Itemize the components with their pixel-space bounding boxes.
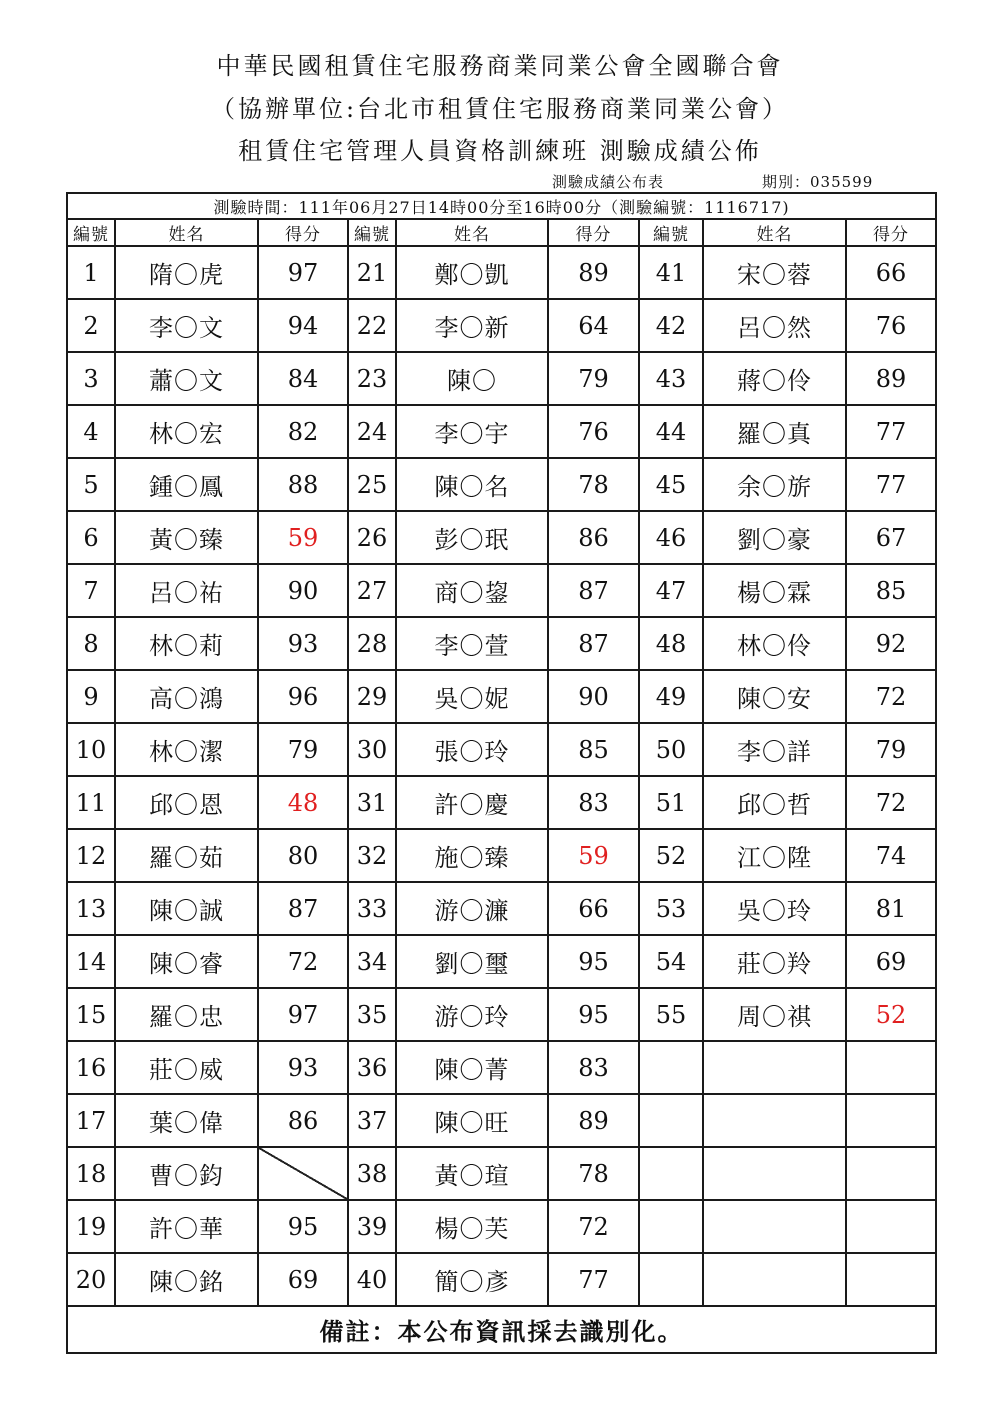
student-number-cell: 55 [639,988,703,1041]
student-number-cell: 30 [348,723,396,776]
student-number-cell: 15 [67,988,115,1041]
empty-cell [639,1253,703,1306]
student-score-cell: 77 [846,405,936,458]
student-number-cell: 43 [639,352,703,405]
student-name-cell: 陳〇安 [703,670,846,723]
student-score-cell: 81 [846,882,936,935]
student-name-cell: 楊〇芙 [396,1200,548,1253]
student-name-cell: 黃〇臻 [115,511,258,564]
student-score-cell: 72 [548,1200,639,1253]
table-label: 測驗成績公布表 [552,173,665,191]
header-no: 編號 [639,219,703,246]
student-number-cell: 4 [67,405,115,458]
student-score-cell: 59 [258,511,348,564]
student-number-cell: 6 [67,511,115,564]
student-name-cell: 周〇祺 [703,988,846,1041]
student-number-cell: 27 [348,564,396,617]
table-row [67,723,936,776]
student-name-cell: 劉〇璽 [396,935,548,988]
student-name-cell: 曹〇鈞 [115,1147,258,1200]
table-row [67,246,936,299]
student-number-cell: 11 [67,776,115,829]
student-name-cell: 李〇新 [396,299,548,352]
student-name-cell: 羅〇茹 [115,829,258,882]
exam-info: 測驗時間：111年06月27日14時00分至16時00分（測驗編號：1116717) [67,193,936,219]
student-number-cell: 28 [348,617,396,670]
student-score-cell: 97 [258,246,348,299]
student-score-cell: 83 [548,1041,639,1094]
student-name-cell: 吳〇玲 [703,882,846,935]
student-score-cell: 90 [548,670,639,723]
student-name-cell: 李〇詳 [703,723,846,776]
student-score-cell: 85 [548,723,639,776]
table-row [67,511,936,564]
student-number-cell: 40 [348,1253,396,1306]
student-number-cell: 26 [348,511,396,564]
table-row [67,1041,936,1094]
student-score-cell: 72 [846,670,936,723]
empty-cell [703,1147,846,1200]
student-score-cell: 78 [548,458,639,511]
student-number-cell: 35 [348,988,396,1041]
empty-cell [639,1041,703,1094]
student-score-cell: 84 [258,352,348,405]
student-name-cell: 游〇玲 [396,988,548,1041]
student-score-cell: 96 [258,670,348,723]
table-row [67,935,936,988]
student-score-cell: 87 [258,882,348,935]
student-number-cell: 54 [639,935,703,988]
table-row [67,1147,936,1200]
student-name-cell: 鄭〇凱 [396,246,548,299]
student-name-cell: 李〇文 [115,299,258,352]
student-score-cell: 89 [548,1094,639,1147]
student-number-cell: 36 [348,1041,396,1094]
empty-cell [639,1147,703,1200]
student-number-cell: 8 [67,617,115,670]
table-row [67,988,936,1041]
student-score-cell: 95 [548,988,639,1041]
empty-cell [846,1041,936,1094]
student-name-cell: 施〇臻 [396,829,548,882]
student-score-cell: 88 [258,458,348,511]
student-number-cell: 24 [348,405,396,458]
student-score-cell: 82 [258,405,348,458]
student-number-cell: 48 [639,617,703,670]
student-number-cell: 14 [67,935,115,988]
student-score-cell: 69 [258,1253,348,1306]
student-number-cell: 7 [67,564,115,617]
student-score-cell: 76 [846,299,936,352]
student-name-cell: 陳〇誠 [115,882,258,935]
student-score-cell: 52 [846,988,936,1041]
student-number-cell: 34 [348,935,396,988]
empty-cell [703,1200,846,1253]
student-number-cell: 20 [67,1253,115,1306]
student-number-cell: 47 [639,564,703,617]
student-name-cell: 隋〇虎 [115,246,258,299]
table-row [67,1253,936,1306]
empty-cell [703,1094,846,1147]
empty-cell [846,1094,936,1147]
table-row [67,829,936,882]
student-number-cell: 2 [67,299,115,352]
student-name-cell: 楊〇霖 [703,564,846,617]
student-number-cell: 18 [67,1147,115,1200]
student-number-cell: 10 [67,723,115,776]
student-name-cell: 鍾〇鳳 [115,458,258,511]
student-number-cell: 51 [639,776,703,829]
student-name-cell: 陳〇 [396,352,548,405]
student-number-cell: 45 [639,458,703,511]
student-score-cell: 76 [548,405,639,458]
student-score-cell: 87 [548,564,639,617]
student-number-cell: 5 [67,458,115,511]
student-score-cell: 69 [846,935,936,988]
student-score-cell: 86 [548,511,639,564]
student-name-cell: 陳〇睿 [115,935,258,988]
student-number-cell: 44 [639,405,703,458]
student-score-cell: 77 [846,458,936,511]
student-number-cell: 33 [348,882,396,935]
student-name-cell: 張〇玲 [396,723,548,776]
header-name: 姓名 [703,219,846,246]
student-number-cell: 39 [348,1200,396,1253]
student-score-cell: 93 [258,1041,348,1094]
student-number-cell: 13 [67,882,115,935]
empty-cell [703,1253,846,1306]
student-name-cell: 陳〇銘 [115,1253,258,1306]
table-row [67,617,936,670]
header-score: 得分 [548,219,639,246]
empty-cell [846,1200,936,1253]
student-score-cell: 48 [258,776,348,829]
table-row [67,299,936,352]
student-name-cell: 邱〇哲 [703,776,846,829]
student-name-cell: 李〇萱 [396,617,548,670]
student-score-cell: 85 [846,564,936,617]
student-score-cell: 87 [548,617,639,670]
student-number-cell: 21 [348,246,396,299]
student-name-cell: 莊〇威 [115,1041,258,1094]
header-score: 得分 [258,219,348,246]
student-score-cell: 97 [258,988,348,1041]
student-name-cell: 陳〇名 [396,458,548,511]
student-name-cell: 邱〇恩 [115,776,258,829]
student-name-cell: 余〇旂 [703,458,846,511]
student-score-cell: 86 [258,1094,348,1147]
student-score-cell: 64 [548,299,639,352]
student-score-cell: 67 [846,511,936,564]
student-name-cell: 許〇華 [115,1200,258,1253]
student-name-cell: 葉〇偉 [115,1094,258,1147]
student-number-cell: 50 [639,723,703,776]
student-name-cell: 彭〇珉 [396,511,548,564]
student-number-cell: 37 [348,1094,396,1147]
student-name-cell: 吳〇妮 [396,670,548,723]
student-name-cell: 陳〇菁 [396,1041,548,1094]
student-number-cell: 38 [348,1147,396,1200]
student-score-cell: 74 [846,829,936,882]
student-name-cell: 商〇鋆 [396,564,548,617]
student-number-cell: 12 [67,829,115,882]
student-name-cell: 羅〇忠 [115,988,258,1041]
student-score-cell: 79 [258,723,348,776]
header-no: 編號 [348,219,396,246]
organizer-line: （協辦單位:台北市租賃住宅服務商業同業公會） [210,95,790,123]
student-name-cell: 江〇陞 [703,829,846,882]
student-name-cell: 莊〇羚 [703,935,846,988]
table-row [67,882,936,935]
page-title: 中華民國租賃住宅服務商業同業公會全國聯合會 [216,52,784,80]
student-name-cell: 蔣〇伶 [703,352,846,405]
student-number-cell: 46 [639,511,703,564]
student-name-cell: 呂〇祐 [115,564,258,617]
header-no: 編號 [67,219,115,246]
student-score-cell: 95 [258,1200,348,1253]
student-number-cell: 3 [67,352,115,405]
student-name-cell: 許〇慶 [396,776,548,829]
student-score-cell: 90 [258,564,348,617]
table-row [67,458,936,511]
header-score: 得分 [846,219,936,246]
table-row [67,1200,936,1253]
student-name-cell: 蕭〇文 [115,352,258,405]
empty-cell [846,1147,936,1200]
student-number-cell: 42 [639,299,703,352]
student-number-cell: 16 [67,1041,115,1094]
student-number-cell: 1 [67,246,115,299]
student-score-cell: 79 [846,723,936,776]
student-score-cell: 79 [548,352,639,405]
student-name-cell: 宋〇蓉 [703,246,846,299]
student-score-cell: 59 [548,829,639,882]
table-row [67,1094,936,1147]
empty-cell [639,1200,703,1253]
student-score-cell: 78 [548,1147,639,1200]
student-name-cell: 林〇伶 [703,617,846,670]
student-number-cell: 22 [348,299,396,352]
header-name: 姓名 [115,219,258,246]
student-name-cell: 林〇宏 [115,405,258,458]
student-name-cell: 陳〇旺 [396,1094,548,1147]
empty-cell [846,1253,936,1306]
table-row [67,670,936,723]
student-score-cell: 89 [548,246,639,299]
student-score-cell: 94 [258,299,348,352]
header-name: 姓名 [396,219,548,246]
student-name-cell: 游〇濂 [396,882,548,935]
student-number-cell: 19 [67,1200,115,1253]
student-score-cell: 93 [258,617,348,670]
student-score-cell: 66 [846,246,936,299]
student-number-cell: 52 [639,829,703,882]
student-number-cell: 53 [639,882,703,935]
empty-cell [703,1041,846,1094]
student-name-cell: 簡〇彥 [396,1253,548,1306]
student-number-cell: 25 [348,458,396,511]
student-score-cell: 72 [846,776,936,829]
student-name-cell: 李〇宇 [396,405,548,458]
student-number-cell: 49 [639,670,703,723]
student-name-cell: 劉〇豪 [703,511,846,564]
student-score-cell: 83 [548,776,639,829]
student-number-cell: 29 [348,670,396,723]
student-score-cell: 95 [548,935,639,988]
student-score-cell: 77 [548,1253,639,1306]
student-score-cell: 72 [258,935,348,988]
table-row [67,405,936,458]
empty-cell [639,1094,703,1147]
student-name-cell: 羅〇真 [703,405,846,458]
student-name-cell: 呂〇然 [703,299,846,352]
student-score-cell: 80 [258,829,348,882]
student-name-cell: 林〇莉 [115,617,258,670]
score-table [66,192,937,1354]
table-row [67,352,936,405]
student-name-cell: 林〇潔 [115,723,258,776]
student-score-cell: 66 [548,882,639,935]
student-number-cell: 31 [348,776,396,829]
period-label: 期別：035599 [762,173,874,191]
footer-note: 備註：本公布資訊採去識別化。 [67,1306,936,1353]
student-number-cell: 9 [67,670,115,723]
student-number-cell: 41 [639,246,703,299]
student-score-cell: 89 [846,352,936,405]
absent-score-cell [258,1147,348,1200]
student-number-cell: 32 [348,829,396,882]
student-number-cell: 23 [348,352,396,405]
table-row [67,776,936,829]
student-number-cell: 17 [67,1094,115,1147]
header-row [67,219,936,246]
table-row [67,564,936,617]
student-score-cell: 92 [846,617,936,670]
student-name-cell: 高〇鴻 [115,670,258,723]
document-subtitle: 租賃住宅管理人員資格訓練班 測驗成績公佈 [238,137,762,165]
student-name-cell: 黃〇瑄 [396,1147,548,1200]
